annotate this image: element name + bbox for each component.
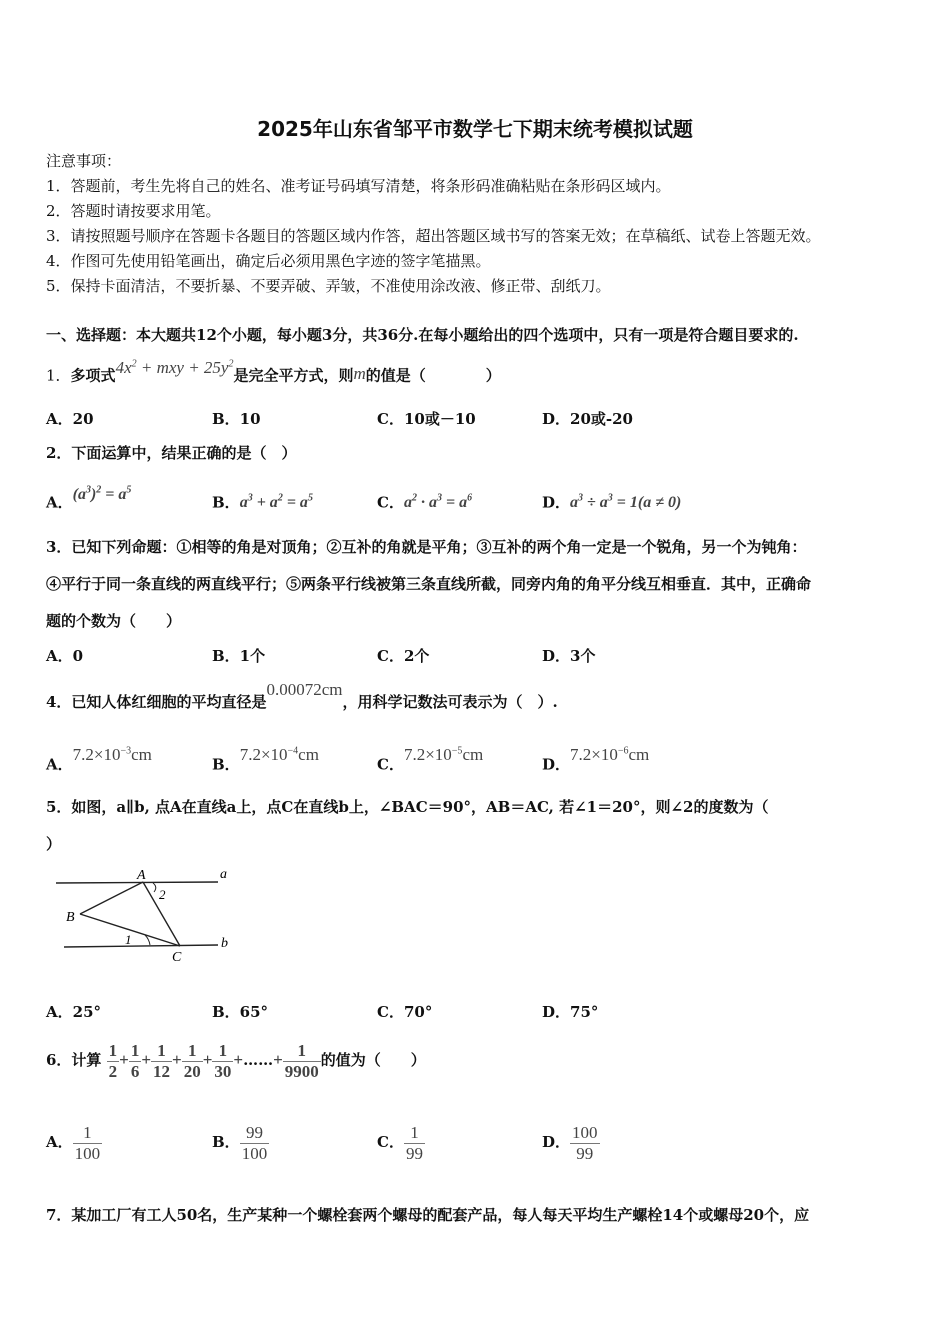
fraction: $\frac{1}{2}$ (108, 1040, 118, 1081)
fraction: $\frac{1}{9900}$ (284, 1040, 319, 1081)
fraction: $\frac{1}{12}$ (153, 1040, 171, 1081)
fraction: $\frac{1}{6}$ (130, 1040, 140, 1081)
label-2: 2 (159, 887, 166, 902)
notice-item: 1．答题前，考生先将自己的姓名、准考证号码填写清楚，将条形码准确粘贴在条形码区域内。 (46, 177, 671, 195)
question-6: 6．计算 $\frac{1}{2}$ + $\frac{1}{6}$ + $\frac{1}{12}$ + $\frac{1}{20}$ + $\frac{1}{30}$ +……+ $\frac{1}{9900}$ 的值为（ ） (46, 1040, 426, 1081)
q5-option-a: A．25° (46, 1003, 102, 1021)
q4-option-a: A．$7.2\times 10^{-3}cm$ (46, 744, 152, 774)
q1-option-d: D．20或-20 (542, 410, 633, 428)
q3-option-a: A．0 (46, 647, 84, 665)
q1-option-b: B．10 (212, 410, 261, 428)
question-5-line: 5．如图，a∥b, 点A在直线a上，点C在直线b上，∠BAC＝90°，AB＝AC, 若∠1＝20°，则∠2的度数为（ (46, 798, 769, 816)
question-2: 2．下面运算中，结果正确的是（ ） (46, 444, 297, 462)
line-b (64, 945, 218, 947)
question-1: 1．多项式$4x^2$ + mxy + $25y^2$是完全平方式，则m的值是（ ） (46, 357, 501, 385)
label-a: a (220, 867, 227, 882)
q3-option-b: B．1个 (212, 647, 266, 665)
notice-item: 3．请按照题号顺序在答题卡各题目的答题区域内作答，超出答题区域书写的答案无效；在草稿纸、试卷上答题无效。 (46, 227, 821, 245)
section-heading: 一、选择题：本大题共12个小题，每小题3分，共36分.在每小题给出的四个选项中，只有一项是符合题目要求的. (46, 326, 799, 344)
q4-option-b: B．$7.2\times 10^{-4}cm$ (212, 744, 319, 774)
angle-2-arc (153, 883, 156, 892)
q6-option-c: C． $\frac{1}{99}$ (377, 1122, 423, 1163)
label-A: A (137, 868, 146, 883)
q2-option-d: D．$a^3 \div a^3 = 1(a \ne 0)$ (542, 493, 682, 512)
q5-option-c: C．70° (377, 1003, 433, 1021)
question-3-line: 3．已知下列命题：①相等的角是对顶角；②互补的角就是平角；③互补的两个角一定是一个锐角，另一个为钝角： (46, 538, 807, 556)
q5-option-d: D．75° (542, 1003, 599, 1021)
q6-option-a: A． $\frac{1}{100}$ (46, 1122, 101, 1163)
q1-option-c: C．10或－10 (377, 410, 476, 428)
q3-option-d: D．3个 (542, 647, 596, 665)
fraction: $\frac{1}{30}$ (214, 1040, 232, 1081)
q2-option-b: B．$a^3 + a^2 = a^5$ (212, 493, 313, 512)
q4-option-c: C．$7.2\times 10^{-5}cm$ (377, 744, 484, 774)
notice-item: 4．作图可先使用铅笔画出，确定后必须用黑色字迹的签字笔描黑。 (46, 252, 491, 270)
polynomial: $4x^2$ + mxy + $25y^2$ (115, 357, 234, 377)
fraction: $\frac{1}{20}$ (183, 1040, 201, 1081)
diameter-value: 0.00072cm (266, 680, 343, 699)
question-3-line: 题的个数为（ ） (46, 612, 182, 630)
label-B: B (66, 910, 75, 925)
notice-item: 5．保持卡面清洁，不要折暴、不要弄破、弄皱，不准使用涂改液、修正带、刮纸刀。 (46, 277, 611, 295)
geometry-figure (50, 862, 240, 967)
q5-option-b: B．65° (212, 1003, 269, 1021)
label-C: C (172, 950, 182, 965)
q2-option-a: A．$(a^3)^2 = a^5$ (46, 485, 132, 512)
q1-option-a: A．20 (46, 410, 94, 428)
q2-option-c: C．$a^2 \cdot a^3 = a^6$ (377, 493, 473, 512)
notice-heading: 注意事项： (46, 152, 122, 170)
q4-option-d: D．$7.2\times 10^{-6}cm$ (542, 744, 650, 774)
q3-option-c: C．2个 (377, 647, 430, 665)
label-1: 1 (125, 932, 132, 947)
segment-ab (80, 882, 143, 914)
label-b: b (221, 936, 228, 951)
question-5-line: ） (46, 835, 62, 853)
page-title: 2025年山东省邹平市数学七下期末统考模拟试题 (257, 117, 693, 141)
q6-option-b: B． $\frac{99}{100}$ (212, 1122, 268, 1163)
q6-option-d: D． $\frac{100}{99}$ (542, 1122, 598, 1163)
question-7: 7．某加工厂有工人50名，生产某种一个螺栓套两个螺母的配套产品，每人每天平均生产螺栓14个或螺母20个，应 (46, 1206, 810, 1224)
question-3-line: ④平行于同一条直线的两直线平行；⑤两条平行线被第三条直线所截，同旁内角的角平分线互相垂直．其中，正确命 (46, 575, 812, 593)
notice-item: 2．答题时请按要求用笔。 (46, 202, 221, 220)
question-4: 4．已知人体红细胞的平均直径是0.00072cm，用科学记数法可表示为（ ）. (46, 680, 558, 711)
